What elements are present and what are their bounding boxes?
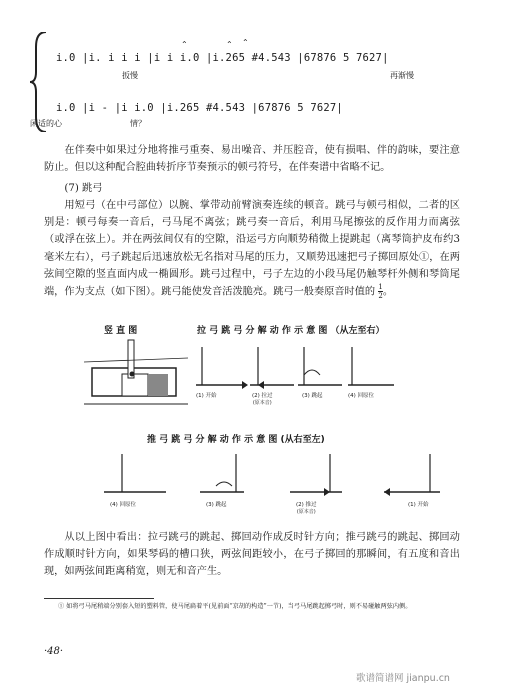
- push-caption-3: (3) 跳起: [206, 502, 227, 508]
- paragraph-2-end: 。: [382, 286, 393, 298]
- score-annotation: 情？: [130, 119, 146, 128]
- score-accent: ⌃: [181, 40, 188, 49]
- string-groove: [122, 374, 148, 396]
- score-annotation: 闲适的心: [30, 119, 62, 128]
- watermark: 歌谱简谱网 jianpu.cn: [356, 673, 450, 684]
- arrow-head: [258, 381, 264, 389]
- pull-caption-2: [252, 391, 273, 406]
- pull-caption-1: (1) 开始: [196, 393, 217, 399]
- pull-caption-4: (4) 回原位: [348, 393, 375, 399]
- hatched-section: [148, 374, 168, 396]
- push-figure-title: 推 弓 跳 弓 分 解 动 作 示 意 图 (从右至左): [147, 435, 325, 445]
- pull-figure-title: 拉 弓 跳 弓 分 解 动 作 示 意 图 （从左至右）: [197, 326, 385, 336]
- push-caption-2-sub: (原本音): [296, 509, 316, 515]
- string-point: [130, 372, 135, 377]
- score-line-1: i.0 |i. i i i |i i i.0 |i.265 #4.543 |67876 5 7627|: [56, 52, 389, 64]
- paragraph-1: 在伴奏中如果过分地将推弓重奏、易出噪音、并压腔音，使有损唱、伴的韵味，要注意防止。但以这种配合腔曲转折序节奏预示的顿弓符号，在伴奏谱中省略不记。: [44, 145, 460, 174]
- score-accent: ⌃: [226, 40, 233, 49]
- push-caption-1: (1) 开始: [408, 502, 429, 508]
- push-caption-2: [296, 500, 317, 515]
- string-line: [84, 358, 188, 362]
- bounce-arc: [304, 370, 320, 375]
- bounce-arc: [216, 482, 232, 486]
- fraction-den: 2: [378, 292, 383, 301]
- footnote: ① 如将弓马尾稍端分别套入短的塑料管，使马尾扁着平(见前面“京胡的构造”一节)，当弓马尾跳起掷弓时，则不易碰触两弦内侧。: [58, 603, 412, 610]
- fraction-num: 1: [378, 283, 383, 292]
- footnote-rule: [44, 598, 154, 599]
- arrow-head: [384, 488, 390, 496]
- pull-stage-1: [190, 345, 250, 395]
- paragraph-2: [44, 197, 460, 301]
- score-system: [30, 30, 470, 132]
- score-annotation: 再渐慢: [390, 71, 414, 80]
- arrow-head: [324, 488, 330, 496]
- score-accent: ⌃: [242, 38, 249, 47]
- score-line-2: i.0 |i - |i i.0 |i.265 #4.543 |67876 5 7627|: [56, 102, 343, 114]
- pull-caption-3: (3) 跳起: [302, 393, 323, 399]
- push-caption-2-main: (2) 推过: [296, 502, 317, 508]
- paragraph-2-text: 用短弓（在中弓部位）以腕、掌带动前臂演奏连续的顿音。跳弓与顿弓相似，二者的区别是：顿弓每奏一音后，弓马尾不离弦；跳弓奏一音后，利用马尾擦弦的反作用力而离弦（或浮在弦上）。并在两弦间仅有的空隙，沿运弓方向顺势稍微上提跳起（离琴筒护皮布约3毫米左右），弓子跳起后迅速放松无名指对马尾的压力，又顺势迅速把弓子掷回原处①，在两弦间空隙的竖直面内成一椭圆形。跳弓过程中，弓子左边的小段马尾仍触琴杆外侧和琴筒尾端，作为支点（如下图）。跳弓能使发音活泼脆亮。跳弓一般奏原音时值的: [44, 200, 460, 298]
- pull-caption-2-main: (2) 拉过: [252, 393, 273, 399]
- paragraph-3: 从以上图中看出：拉弓跳弓的跳起、掷回动作成反时针方向；推弓跳弓的跳起、掷回动作成顺时针方向，如果琴码的槽口狭，两弦间距较小，在弓子掷回的那瞬间，有五度和音出现，如两弦间距离稍宽，则无和音产生。: [44, 532, 460, 578]
- push-caption-4: (4) 回原位: [110, 502, 137, 508]
- page-number: ·48·: [44, 646, 64, 657]
- pull-stage-4: [344, 345, 404, 395]
- score-annotation: 扳慢: [122, 71, 138, 80]
- score-brace: [30, 32, 52, 132]
- vertical-diagram: [84, 338, 194, 418]
- section-heading: (7) 跳弓: [64, 183, 103, 194]
- pull-caption-2-sub: (原本音): [252, 400, 272, 406]
- vertical-figure-title: 竖 直 图: [104, 326, 138, 336]
